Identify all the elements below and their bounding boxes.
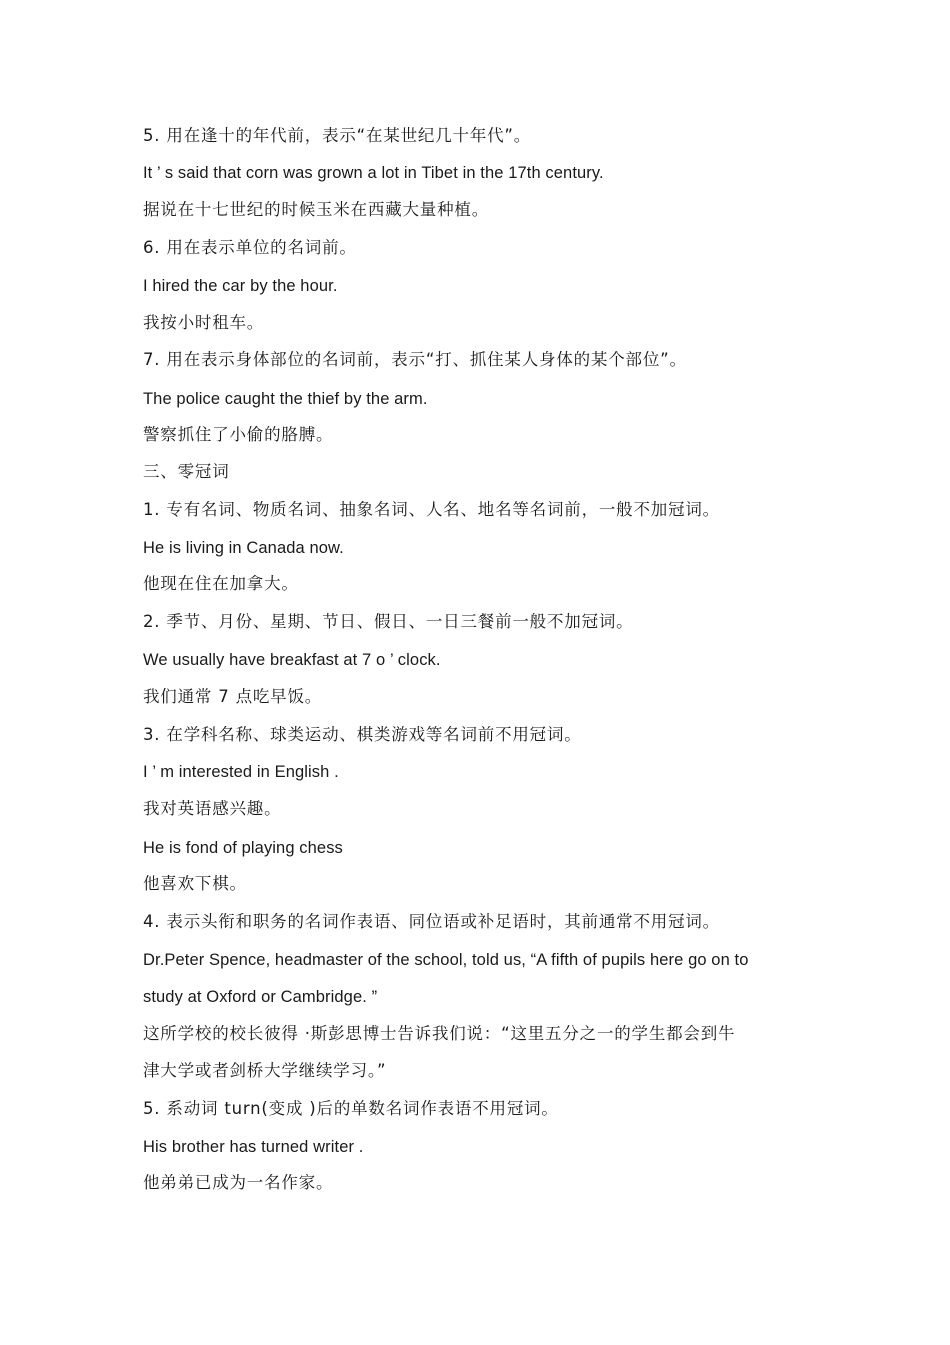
example-translation: 我按小时租车。 <box>143 313 265 332</box>
example-sentence: It ’ s said that corn was grown a lot in Tibet in the 17th century. <box>143 164 604 182</box>
example-translation: 他现在住在加拿大。 <box>143 574 299 593</box>
example-sentence: He is living in Canada now. <box>143 539 344 557</box>
rule-6-heading: 6. 用在表示单位的名词前。 <box>143 238 357 257</box>
example-translation-continued: 津大学或者剑桥大学继续学习。” <box>143 1061 387 1080</box>
rule-1-heading: 1. 专有名词、物质名词、抽象名词、人名、地名等名词前，一般不加冠词。 <box>143 500 720 519</box>
rule-7-heading: 7. 用在表示身体部位的名词前，表示“打、抓住某人身体的某个部位”。 <box>143 350 687 369</box>
section-heading-zero-article: 三、零冠词 <box>143 462 230 481</box>
rule-3-heading: 3. 在学科名称、球类运动、棋类游戏等名词前不用冠词。 <box>143 725 582 744</box>
example-translation: 他喜欢下棋。 <box>143 874 247 893</box>
example-sentence: Dr.Peter Spence, headmaster of the school, told us, “A fifth of pupils here go on to <box>143 951 749 969</box>
example-sentence-continued: study at Oxford or Cambridge. ” <box>143 988 378 1006</box>
example-sentence: We usually have breakfast at 7 o ’ clock. <box>143 651 441 669</box>
example-translation: 我们通常 7 点吃早饭。 <box>143 687 323 706</box>
example-sentence: I hired the car by the hour. <box>143 277 338 295</box>
example-sentence: The police caught the thief by the arm. <box>143 390 428 408</box>
rule-4-heading: 4. 表示头衔和职务的名词作表语、同位语或补足语时，其前通常不用冠词。 <box>143 912 720 931</box>
example-sentence: His brother has turned writer . <box>143 1138 364 1156</box>
example-translation: 据说在十七世纪的时候玉米在西藏大量种植。 <box>143 200 489 219</box>
example-translation: 他弟弟已成为一名作家。 <box>143 1173 334 1192</box>
rule-5-heading: 5. 用在逢十的年代前，表示“在某世纪几十年代”。 <box>143 126 532 145</box>
example-sentence: He is fond of playing chess <box>143 839 343 857</box>
example-translation: 警察抓住了小偷的胳膊。 <box>143 425 334 444</box>
rule-5b-heading: 5. 系动词 turn(变成 )后的单数名词作表语不用冠词。 <box>143 1099 559 1118</box>
rule-2-heading: 2. 季节、月份、星期、节日、假日、一日三餐前一般不加冠词。 <box>143 612 634 631</box>
example-translation: 这所学校的校长彼得 ·斯彭思博士告诉我们说：“这里五分之一的学生都会到牛 <box>143 1024 736 1043</box>
example-translation: 我对英语感兴趣。 <box>143 799 282 818</box>
example-sentence: I ’ m interested in English . <box>143 763 339 781</box>
